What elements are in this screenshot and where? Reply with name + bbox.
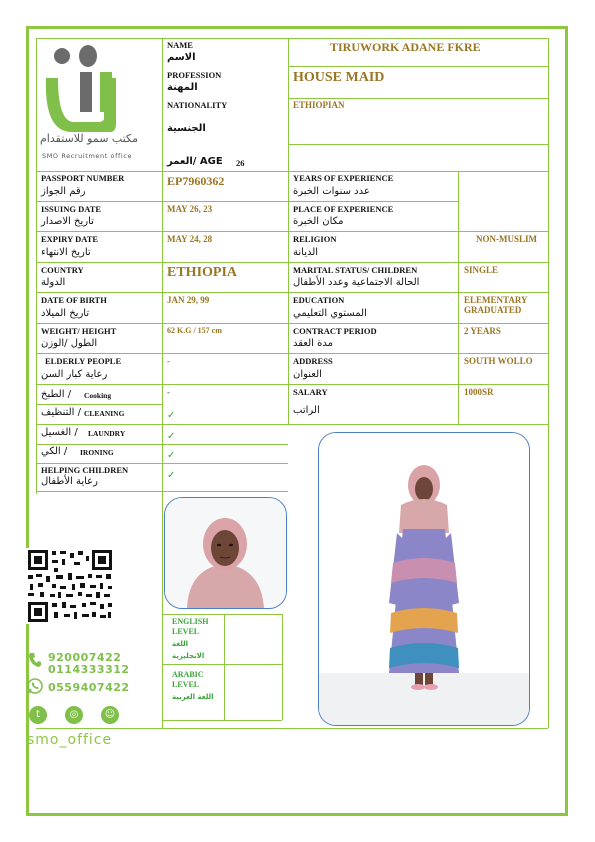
salary-label-ar: الراتب [293, 405, 320, 416]
issuing-label: ISSUING DATE [41, 204, 102, 214]
helping-check-icon: ✓ [167, 470, 176, 481]
religion-label: RELIGION [293, 234, 337, 244]
weight-value: 62 K.G / 157 cm [167, 326, 222, 335]
issuing-value: MAY 26, 23 [167, 204, 213, 214]
age-label: العمر/ AGE [167, 156, 223, 167]
place-exp-label-ar: مكان الخبرة [293, 216, 344, 227]
education-value: ELEMENTARY GRADUATED [464, 295, 528, 315]
expiry-label-ar: تاريخ الانتهاء [41, 247, 91, 258]
passport-value: EP7960362 [167, 174, 225, 188]
cooking-label: Cooking [84, 391, 112, 400]
years-exp-label: YEARS OF EXPERIENCE [293, 173, 394, 183]
full-body-photo [318, 432, 530, 726]
address-label-ar: العنوان [293, 369, 322, 380]
phone-number-1: 920007422 [48, 651, 122, 664]
nationality-label-ar: الجنسية [167, 123, 206, 134]
contract-label: CONTRACT PERIOD [293, 326, 377, 336]
laundry-label-ar: الغسيل / [41, 427, 78, 438]
logo-mark-icon [40, 40, 160, 140]
age-value: 26 [236, 158, 245, 168]
address-value: SOUTH WOLLO [464, 356, 533, 366]
cleaning-label-ar: التنظيف / [41, 407, 81, 418]
weight-label-ar: الطول /الوزن [41, 338, 98, 349]
marital-label-ar: الحالة الاجتماعية وعدد الأطفال [293, 277, 420, 288]
country-label-ar: الدولة [41, 277, 66, 288]
social-handle: smo_office [27, 732, 113, 748]
cleaning-check-icon: ✓ [167, 410, 176, 421]
helping-label: HELPING CHILDREN [41, 465, 129, 475]
contract-value: 2 YEARS [464, 326, 501, 336]
country-value: ETHIOPIA [167, 265, 238, 280]
contract-label-ar: مدة العقد [293, 338, 333, 349]
ironing-label-ar: الكي / [41, 446, 68, 457]
cleaning-label: CLEANING [84, 409, 125, 418]
dob-label: DATE OF BIRTH [41, 295, 107, 305]
dob-label-ar: تاريخ الميلاد [41, 308, 90, 319]
elderly-label-ar: رعاية كبار السن [41, 369, 108, 380]
place-exp-label: PLACE OF EXPERIENCE [293, 204, 394, 214]
twitter-icon[interactable]: t [29, 706, 47, 724]
cooking-value: - [167, 387, 170, 397]
profession-value: HOUSE MAID [293, 70, 385, 85]
elderly-value: - [167, 356, 170, 366]
phone-icon [28, 652, 42, 673]
qr-code [26, 548, 114, 624]
expiry-label: EXPIRY DATE [41, 234, 99, 244]
whatsapp-number: 0559407422 [48, 681, 130, 694]
country-label: COUNTRY [41, 265, 84, 275]
profession-label-ar: المهنة [167, 82, 198, 93]
portrait-photo [164, 497, 287, 609]
issuing-label-ar: تاريخ الاصدار [41, 216, 94, 227]
weight-label: WEIGHT/ HEIGHT [41, 326, 117, 336]
logo-arabic-name: مكتب سمو للاستقدام [40, 132, 138, 145]
arabic-level-label-ar: اللغة العربية [172, 693, 214, 701]
snapchat-icon[interactable]: ☺ [101, 706, 119, 724]
education-label-ar: المستوي التعليمي [293, 308, 367, 319]
phone-number-2: 0114333312 [48, 663, 130, 676]
dob-value: JAN 29, 99 [167, 295, 210, 305]
marital-label: MARITAL STATUS/ CHILDREN [293, 265, 418, 275]
arabic-level-label: ARABIC LEVEL [172, 670, 204, 689]
salary-value: 1000SR [464, 387, 494, 397]
cooking-label-ar: الطبخ / [41, 389, 72, 400]
salary-label: SALARY [293, 387, 328, 397]
address-label: ADDRESS [293, 356, 333, 366]
expiry-value: MAY 24, 28 [167, 234, 213, 244]
religion-value: NON-MUSLIM [476, 234, 537, 244]
instagram-icon[interactable]: ◎ [65, 706, 83, 724]
logo-english-name: SMO Recruitment office [42, 152, 133, 160]
english-level-label-ar: اللغة الانجليزية [172, 640, 205, 660]
logo [40, 40, 160, 170]
elderly-label: ELDERLY PEOPLE [45, 356, 122, 366]
name-label: NAME [167, 40, 193, 50]
english-level-label: ENGLISH LEVEL [172, 617, 209, 636]
education-label: EDUCATION [293, 295, 345, 305]
whatsapp-icon [27, 678, 43, 699]
passport-label: PASSPORT NUMBER [41, 173, 125, 183]
nationality-value: ETHIOPIAN [293, 100, 345, 110]
marital-value: SINGLE [464, 265, 499, 275]
ironing-check-icon: ✓ [167, 450, 176, 461]
name-label-ar: الاسم [167, 52, 196, 63]
religion-label-ar: الديانة [293, 247, 319, 258]
qr-code-icon [26, 548, 114, 624]
laundry-label: LAUNDRY [88, 429, 126, 438]
passport-label-ar: رقم الجواز [41, 186, 86, 197]
nationality-label: NATIONALITY [167, 100, 228, 110]
helping-label-ar: رعاية الأطفال [41, 476, 98, 487]
ironing-label: IRONING [80, 448, 114, 457]
profession-label: PROFESSION [167, 70, 222, 80]
years-exp-label-ar: عدد سنوات الخبرة [293, 186, 370, 197]
name-value: TIRUWORK ADANE FKRE [330, 40, 481, 54]
laundry-check-icon: ✓ [167, 431, 176, 442]
